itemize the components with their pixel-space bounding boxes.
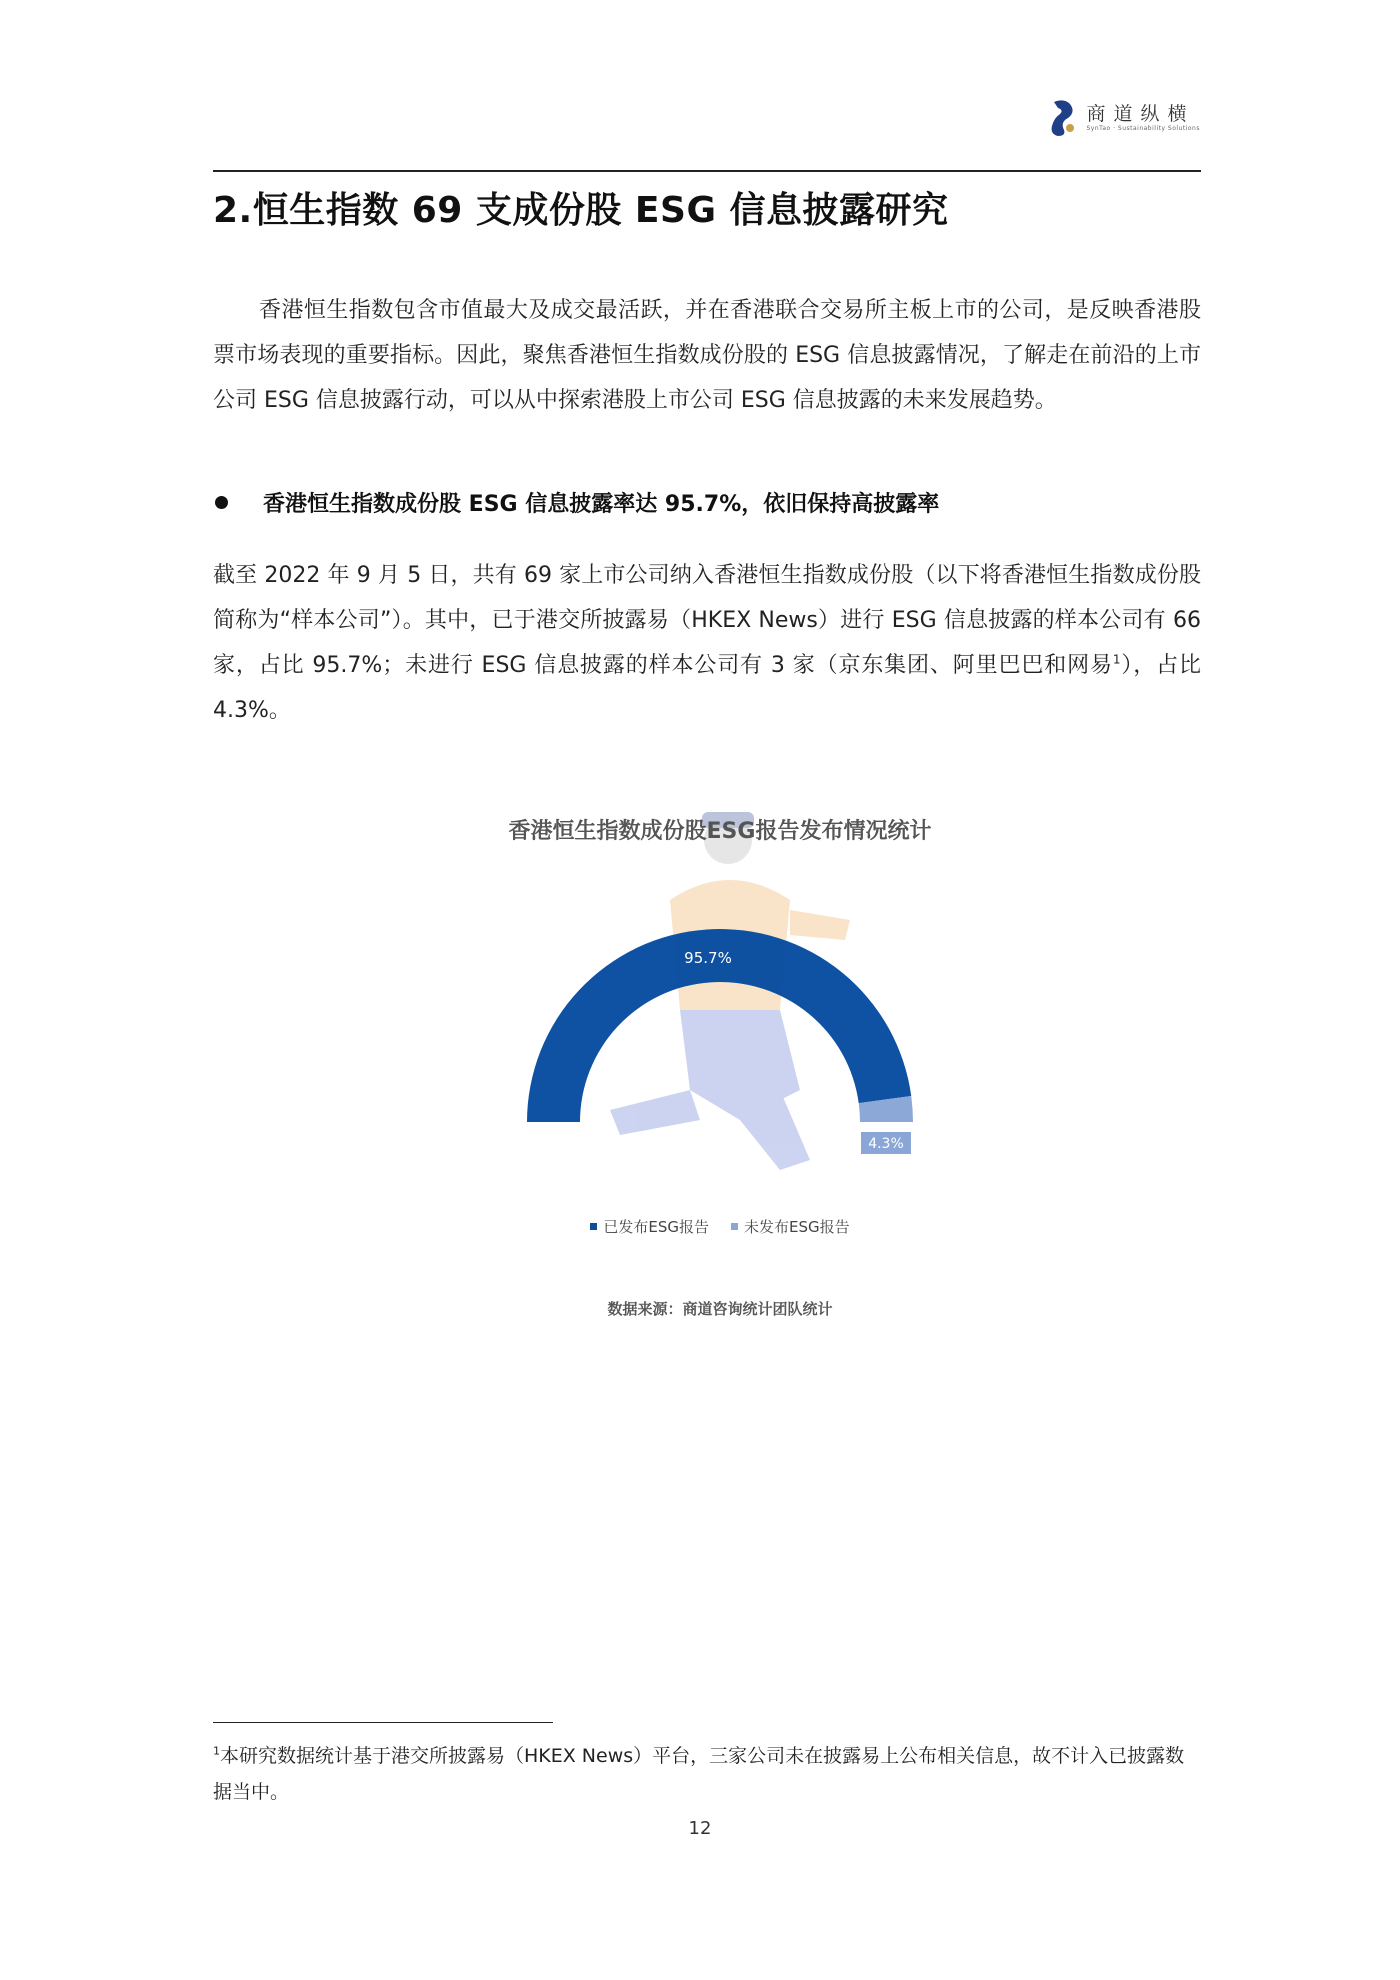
legend-label-unpublished: 未发布ESG报告	[744, 1218, 850, 1236]
detail-paragraph	[213, 553, 1201, 733]
data-label-published: 95.7%	[684, 949, 732, 967]
footnote-mark: 1	[213, 1744, 220, 1758]
legend-swatch-unpublished	[731, 1223, 738, 1230]
chart-source: 数据来源：商道咨询统计团队统计	[607, 1300, 833, 1318]
section-title: 2.恒生指数 69 支成份股 ESG 信息披露研究	[213, 190, 949, 231]
legend-item-published	[590, 1216, 709, 1237]
legend-item-unpublished	[731, 1216, 850, 1237]
key-finding-bullet	[213, 487, 939, 518]
footnote-divider	[213, 1722, 553, 1723]
footnote	[213, 1738, 1201, 1810]
half-donut-chart	[440, 790, 1000, 1350]
esg-report-chart	[440, 790, 1000, 1350]
legend-swatch-published	[590, 1223, 597, 1230]
header-divider	[213, 170, 1201, 172]
logo-english-name: SynTao · Sustainability Solutions	[1086, 125, 1200, 132]
legend-label-published: 已发布ESG报告	[603, 1218, 709, 1236]
footnote-reference[interactable]: 1	[1112, 652, 1121, 667]
bullet-dot-icon	[215, 496, 228, 509]
page-number: 12	[688, 1818, 712, 1839]
detail-text-after-note: ），占比 4.3%。	[213, 653, 1201, 723]
data-label-unpublished: 4.3%	[868, 1136, 904, 1152]
detail-text-before-note: 截至 2022 年 9 月 5 日，共有 69 家上市公司纳入香港恒生指数成份股（以下将香港恒生指数成份股简称为“样本公司”）。其中，已于港交所披露易（HKEX News）进行 ESG 信息披露的样本公司有 66 家，占比 95.7%；未进行 ESG 信息披露的样本公司有 3 家（京东集团、阿里巴巴和网易	[213, 563, 1201, 678]
key-finding-text: 香港恒生指数成份股 ESG 信息披露率达 95.7%，依旧保持高披露率	[263, 492, 940, 517]
logo-emblem-icon	[1048, 98, 1078, 138]
chart-legend	[440, 1216, 1000, 1237]
chart-title: 香港恒生指数成份股ESG报告发布情况统计	[508, 819, 932, 844]
logo-chinese-name: 商道纵横	[1086, 103, 1195, 125]
company-logo	[1048, 98, 1200, 138]
footnote-text: 本研究数据统计基于港交所披露易（HKEX News）平台，三家公司未在披露易上公布相关信息，故不计入已披露数据当中。	[213, 1745, 1185, 1803]
intro-paragraph: 香港恒生指数包含市值最大及成交最活跃，并在香港联合交易所主板上市的公司，是反映香港股票市场表现的重要指标。因此，聚焦香港恒生指数成份股的 ESG 信息披露情况，了解走在前沿的上市公司 ESG 信息披露行动，可以从中探索港股上市公司 ESG 信息披露的未来发展趋势。	[213, 298, 1201, 413]
